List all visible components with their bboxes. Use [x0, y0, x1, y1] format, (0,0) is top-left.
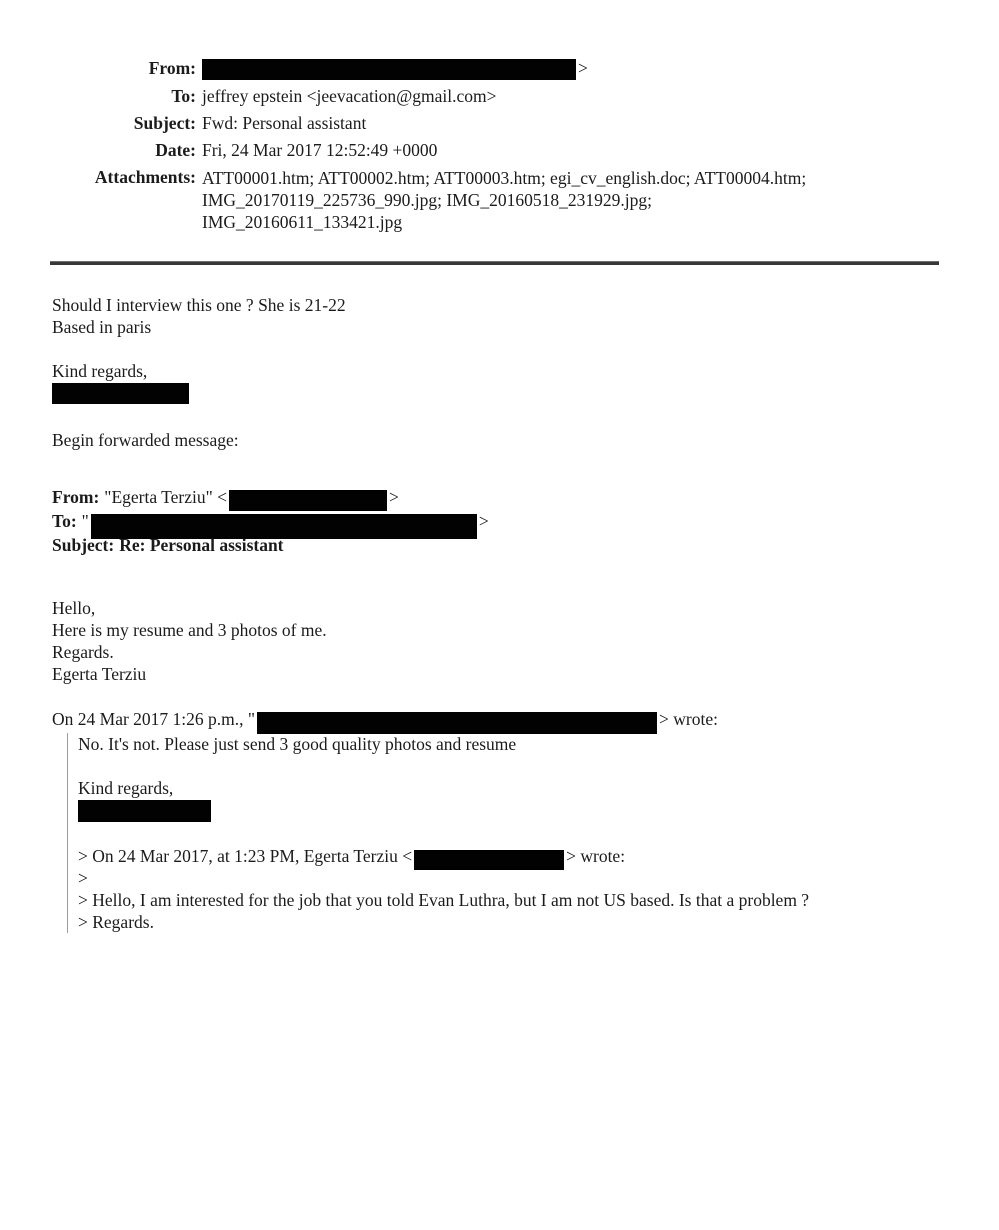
quote-intro-line — [52, 707, 999, 731]
forwarded-subject-value: Re: Personal assistant — [119, 535, 284, 556]
forwarded-body-line: Hello, — [52, 598, 96, 619]
forwarded-body-line: Regards. — [52, 642, 114, 663]
redaction-bar — [229, 490, 387, 511]
email-header — [66, 58, 959, 233]
attachments-value — [202, 167, 959, 233]
forwarded-body-line: Egerta Terziu — [52, 664, 147, 685]
quoted-message-block — [67, 733, 999, 933]
quote-intro-prefix: On 24 Mar 2017 1:26 p.m., " — [52, 709, 256, 730]
forwarded-to-line — [52, 509, 999, 533]
attachments-line: ATT00001.htm; ATT00002.htm; ATT00003.htm; egi_cv_english.doc; ATT00004.htm; — [202, 168, 807, 189]
forwarded-from-line — [52, 485, 999, 509]
to-value: jeffrey epstein <jeevacation@gmail.com> — [202, 86, 497, 107]
intro-line: Should I interview this one ? She is 21-22 — [52, 295, 346, 316]
begin-forwarded-line: Begin forwarded message: — [52, 430, 239, 451]
quote-reply-line: > — [78, 868, 88, 889]
intro-paragraph — [52, 294, 999, 338]
forwarded-to-suffix: > — [478, 511, 489, 532]
from-value — [202, 58, 959, 80]
forwarded-to-label: To: — [52, 511, 77, 532]
to-label: To: — [171, 86, 196, 107]
redaction-bar — [78, 800, 211, 822]
subject-value: Fwd: Personal assistant — [202, 113, 367, 134]
quote-line: No. It's not. Please just send 3 good quality photos and resume — [78, 734, 517, 755]
forwarded-from-suffix: > — [389, 487, 399, 508]
forwarded-from-value: "Egerta Terziu" < — [104, 487, 227, 508]
attachments-line: IMG_20160611_133421.jpg — [202, 212, 403, 233]
quote-reply-header — [78, 845, 999, 867]
forwarded-subject-label: Subject: — [52, 535, 115, 556]
from-redacted-suffix: > — [578, 58, 588, 78]
forwarded-to-value: " — [81, 511, 89, 532]
subject-label: Subject: — [133, 113, 196, 134]
signoff-paragraph — [52, 360, 999, 404]
date-value: Fri, 24 Mar 2017 12:52:49 +0000 — [202, 140, 438, 161]
forwarded-body-line: Here is my resume and 3 photos of me. — [52, 620, 327, 641]
attachments-label: Attachments: — [94, 167, 196, 188]
quote-intro-suffix: > wrote: — [659, 709, 718, 730]
redaction-bar — [52, 383, 189, 404]
attachments-line: IMG_20170119_225736_990.jpg; IMG_20160518_231929.jpg; — [202, 190, 652, 211]
header-divider — [50, 261, 939, 265]
quoted-reply — [78, 845, 999, 933]
redaction-bar — [202, 59, 576, 80]
redaction-bar — [257, 712, 657, 734]
forwarded-header — [52, 485, 999, 557]
quote-reply-line: > Hello, I am interested for the job that you told Evan Luthra, but I am not US based. Is that a problem ? — [78, 890, 810, 911]
forwarded-subject-line — [52, 533, 999, 557]
quote-reply-line: > Regards. — [78, 912, 154, 933]
quote-reply-suffix: > wrote: — [566, 846, 626, 867]
message-body — [52, 294, 999, 933]
date-label: Date: — [155, 140, 196, 161]
quote-reply-prefix: > On 24 Mar 2017, at 1:23 PM, Egerta Terziu < — [78, 846, 413, 867]
intro-line: Based in paris — [52, 317, 152, 338]
signoff-text: Kind regards, — [52, 361, 148, 382]
quote-signoff-text: Kind regards, — [78, 778, 174, 799]
redaction-bar — [414, 850, 564, 870]
forwarded-from-label: From: — [52, 487, 100, 508]
quote-signoff — [78, 777, 999, 822]
forwarded-body — [52, 597, 999, 685]
from-label: From: — [148, 58, 196, 78]
